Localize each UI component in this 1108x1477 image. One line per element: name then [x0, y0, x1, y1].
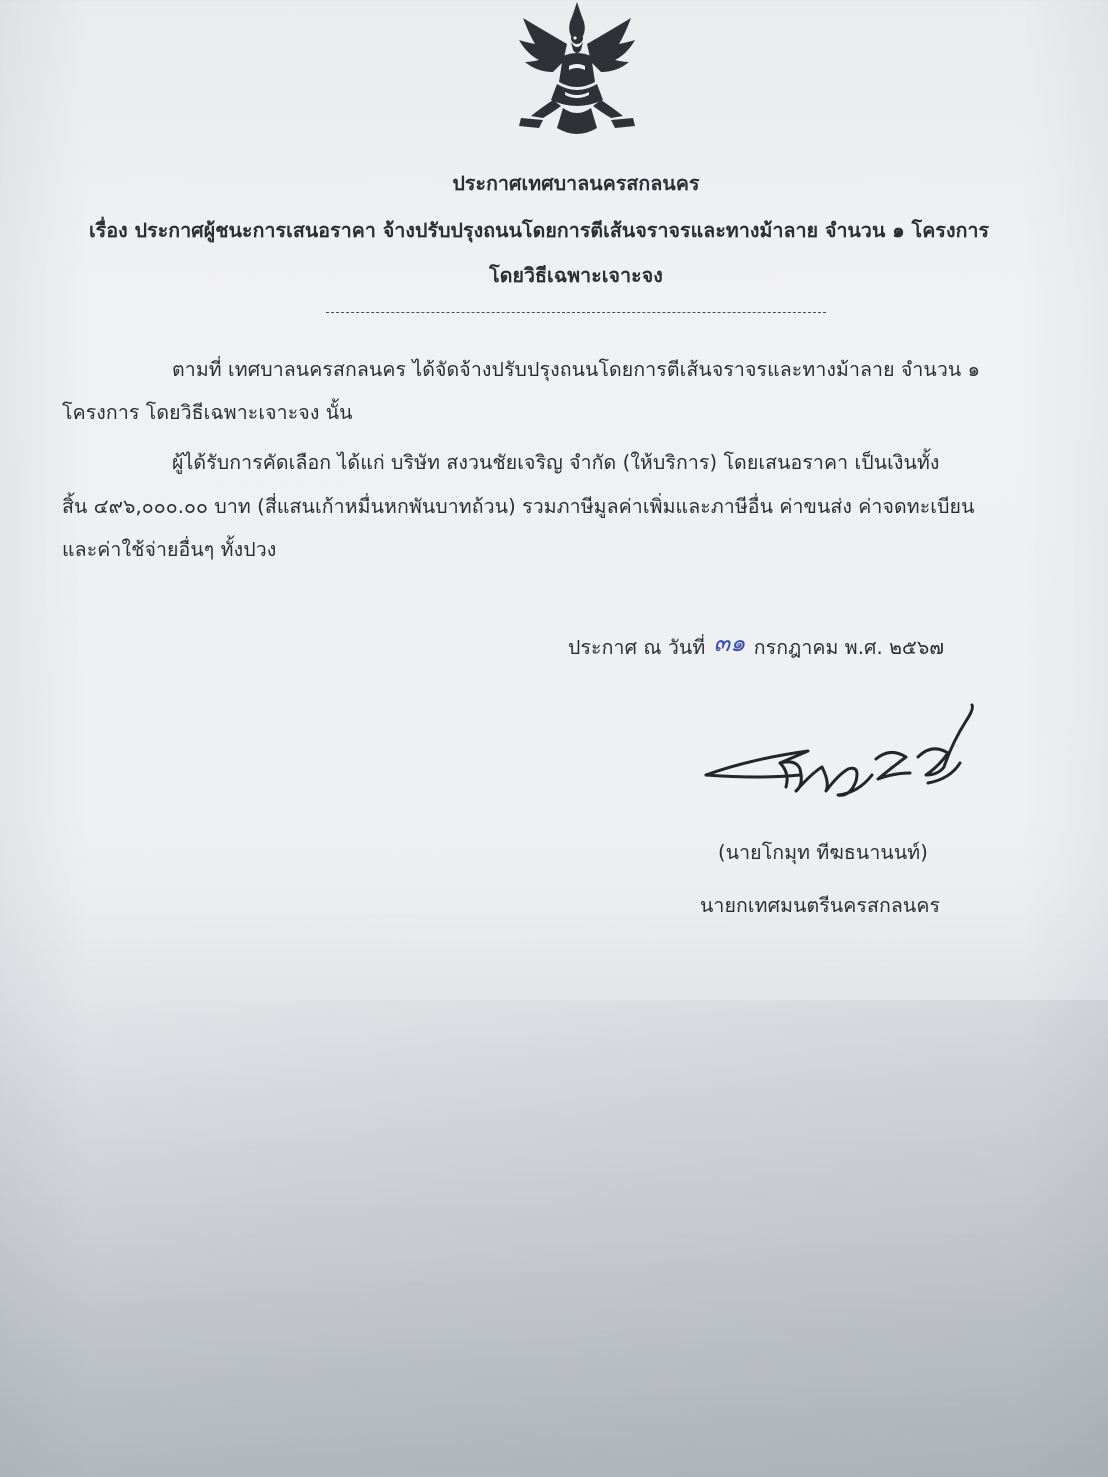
subject-line-2: โดยวิธีเฉพาะเจาะจง: [489, 264, 663, 287]
body-para2-line2: สิ้น ๔๙๖,๐๐๐.๐๐ บาท (สี่แสนเก้าหมื่นหกพันบาทถ้วน) รวมภาษีมูลค่าเพิ่มและภาษีอื่น ค่าขนส่ง ค่าจดทะเบียน: [62, 495, 975, 518]
handwritten-day: ๓๑: [713, 629, 746, 657]
garuda-emblem-icon: [513, 0, 641, 140]
page-shadow: [0, 1000, 1108, 1477]
body-para2-line3: และค่าใช้จ่ายอื่นๆ ทั้งปวง: [62, 538, 277, 561]
signatory-name: (นายโกมุท ทีฆธนานนท์): [718, 841, 928, 864]
announcement-date: [568, 629, 945, 661]
signature-scribble-icon: [700, 703, 980, 813]
announcement-prefix: ประกาศ ณ วันที่: [568, 636, 706, 659]
body-para1-line1: ตามที่ เทศบาลนครสกลนคร ได้จัดจ้างปรับปรุงถนนโดยการตีเส้นจราจรและทางม้าลาย จำนวน ๑: [172, 358, 981, 381]
announcement-month-year: กรกฎาคม พ.ศ. ๒๕๖๗: [753, 636, 945, 659]
issuer-heading: ประกาศเทศบาลนครสกลนคร: [452, 172, 700, 195]
subject-line-1: เรื่อง ประกาศผู้ชนะการเสนอราคา จ้างปรับปรุงถนนโดยการตีเส้นจราจรและทางม้าลาย จำนวน ๑ โครงการ: [89, 219, 990, 242]
signatory-position: นายกเทศมนตรีนครสกลนคร: [700, 894, 941, 917]
heading-divider: [326, 312, 826, 313]
body-para1-line2: โครงการ โดยวิธีเฉพาะเจาะจง นั้น: [62, 401, 353, 424]
body-para2-line1: ผู้ได้รับการคัดเลือก ได้แก่ บริษัท สงวนชัยเจริญ จำกัด (ให้บริการ) โดยเสนอราคา เป็นเงินทั้ง: [172, 451, 940, 474]
